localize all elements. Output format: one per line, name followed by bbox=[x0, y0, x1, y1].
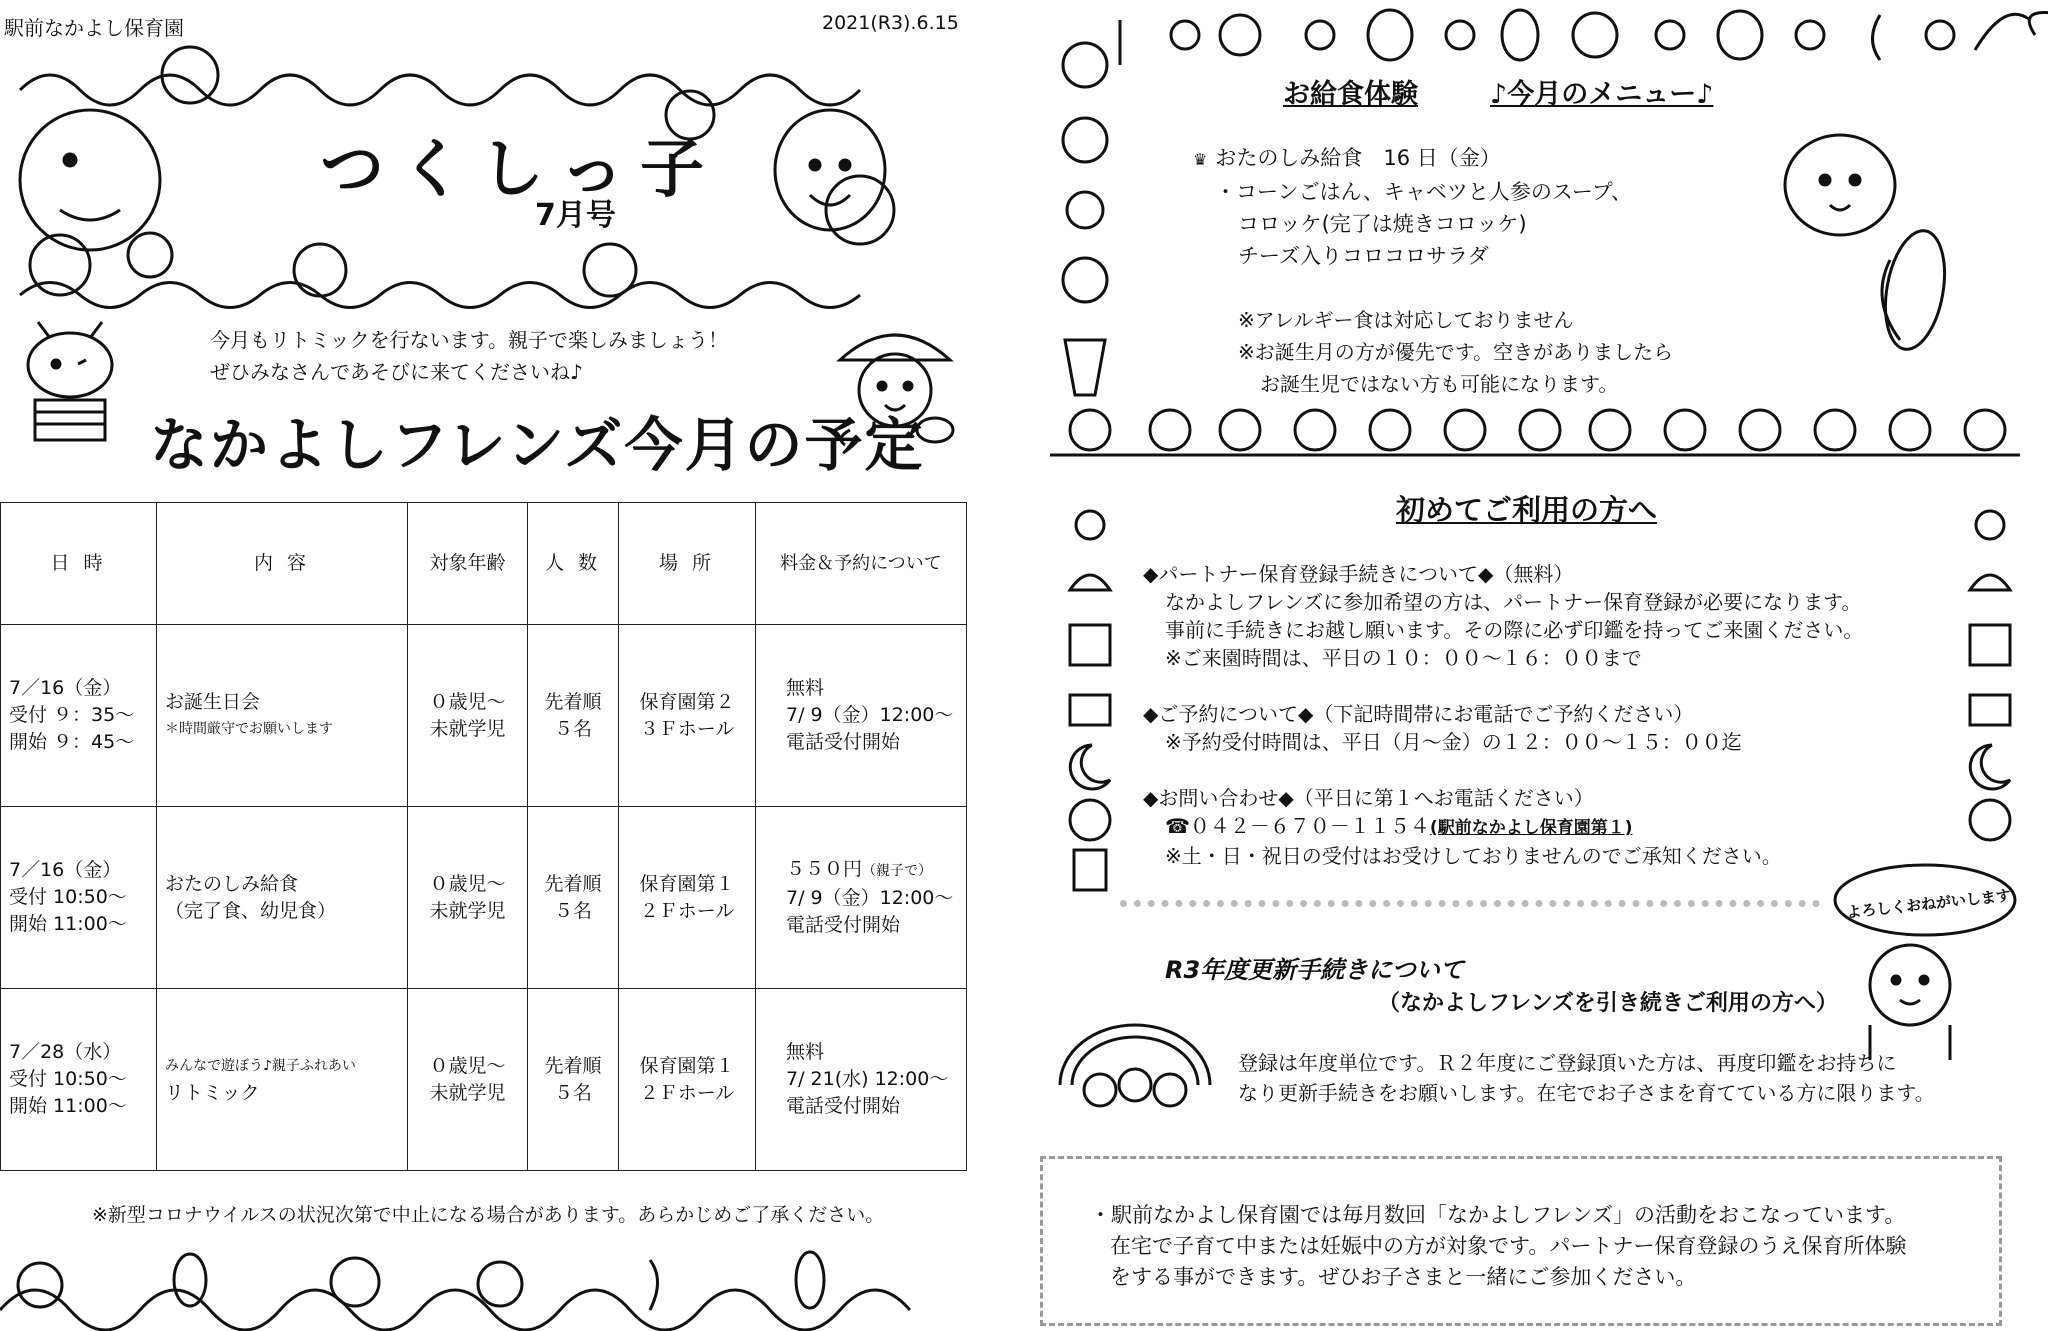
clothing-icons-right bbox=[1962, 495, 2022, 845]
count-rule: 先着順 bbox=[544, 690, 602, 713]
row-fee bbox=[756, 807, 967, 989]
crown-icon: ♛ bbox=[1193, 150, 1208, 169]
count-value: ５名 bbox=[553, 1081, 592, 1104]
count-value: ５名 bbox=[553, 717, 592, 740]
schedule-table bbox=[0, 502, 967, 1171]
reservation-start: 7/ 9（金）12:00～ bbox=[786, 704, 954, 726]
row-date bbox=[1, 625, 157, 807]
reservation-start: 7/ 9（金）12:00～ bbox=[786, 887, 954, 909]
row-fee bbox=[756, 989, 967, 1171]
place-room: ２Ｆホール bbox=[639, 899, 735, 922]
place-room: ２Ｆホール bbox=[639, 1081, 735, 1104]
menu-item: コロッケ(完了は焼きコロッケ) bbox=[1238, 212, 1527, 236]
contact-phone-line bbox=[1143, 812, 1863, 842]
place-room: ３Ｆホール bbox=[639, 717, 735, 740]
place-building: 保育園第１ bbox=[639, 1054, 735, 1077]
intro-text bbox=[210, 324, 728, 388]
reception-time: 受付 10:50～ bbox=[9, 886, 127, 908]
first-time-heading: 初めてご利用の方へ bbox=[1396, 493, 1658, 527]
event-tagline: みんなで遊ぼう♪親子ふれあい bbox=[165, 1057, 356, 1074]
row-content bbox=[157, 989, 408, 1171]
reservation-method: 電話受付開始 bbox=[786, 731, 901, 753]
start-time: 開始 ９：45～ bbox=[9, 731, 135, 753]
issue-label: 7月号 bbox=[535, 198, 616, 233]
clothing-icons-left bbox=[1062, 495, 1122, 895]
reserve-heading: ◆ご予約について◆（下記時間帯にお電話でご予約ください） bbox=[1143, 702, 1694, 726]
fee-amount: 無料 bbox=[786, 1041, 825, 1063]
table-header-row bbox=[1, 503, 967, 625]
renewal-line: なり更新手続きをお願いします。在宅でお子さまを育てている方に限ります。 bbox=[1238, 1081, 1935, 1105]
age-to: 未就学児 bbox=[429, 899, 506, 922]
dotted-divider bbox=[1120, 900, 1820, 907]
age-from: ０歳児～ bbox=[429, 872, 506, 895]
first-time-body bbox=[1143, 560, 1863, 870]
header-content: 内 容 bbox=[157, 503, 408, 625]
speech-bubble-text: よろしくおねがいします bbox=[1845, 886, 2012, 922]
lunch-notes bbox=[1238, 304, 1673, 400]
event-name: リトミック bbox=[165, 1081, 260, 1104]
rainbow-kids-illustration bbox=[1050, 1015, 1220, 1135]
row-content bbox=[157, 807, 408, 989]
lunch-event-line bbox=[1193, 142, 1632, 176]
partner-line: 事前に手続きにお越し願います。その際に必ず印鑑を持ってご来園ください。 bbox=[1165, 618, 1864, 642]
kids-eating-border bbox=[1050, 400, 2020, 480]
reception-time: 受付 10:50～ bbox=[9, 1068, 127, 1090]
row-count bbox=[528, 989, 619, 1171]
table-row bbox=[1, 989, 967, 1171]
age-to: 未就学児 bbox=[429, 1081, 506, 1104]
reservation-method: 電話受付開始 bbox=[786, 914, 901, 936]
row-date bbox=[1, 989, 157, 1171]
row-count bbox=[528, 625, 619, 807]
row-age bbox=[408, 807, 528, 989]
place-building: 保育園第２ bbox=[639, 690, 735, 713]
covid-notice: ※新型コロナウイルスの状況次第で中止になる場合があります。あらかじめご了承ください。 bbox=[92, 1204, 885, 1226]
info-text bbox=[1090, 1200, 1906, 1293]
phone-note: (駅前なかよし保育園第１) bbox=[1429, 818, 1633, 838]
reservation-start: 7/ 21(水) 12:00～ bbox=[786, 1068, 949, 1090]
count-value: ５名 bbox=[553, 899, 592, 922]
fee-amount: 無料 bbox=[786, 677, 825, 699]
intro-line-1: 今月もリトミックを行ないます。親子で楽しみましょう！ bbox=[210, 328, 728, 352]
table-row bbox=[1, 625, 967, 807]
vegetable-border-illustration bbox=[0, 1250, 940, 1330]
row-age bbox=[408, 625, 528, 807]
age-from: ０歳児～ bbox=[429, 1054, 506, 1077]
fee-line bbox=[786, 856, 958, 885]
row-place bbox=[619, 807, 756, 989]
info-line: 在宅で子育て中または妊娠中の方が対象です。パートナー保育登録のうえ保育所体験 bbox=[1110, 1234, 1907, 1258]
lunch-event: おたのしみ給食 16 日（金） bbox=[1215, 146, 1501, 170]
menu-item: ・コーンごはん、キャベツと人参のスープ、 bbox=[1215, 180, 1633, 204]
header-date: 日 時 bbox=[1, 503, 157, 625]
info-line: をする事ができます。ぜひお子さまと一緒にご参加ください。 bbox=[1110, 1265, 1697, 1289]
partner-line: ※ご来園時間は、平日の１０：００～１６：００まで bbox=[1165, 646, 1642, 670]
fee-amount: ５５０円 bbox=[786, 858, 863, 880]
event-name: おたのしみ給食 bbox=[165, 872, 299, 895]
side-icons-illustration bbox=[1055, 30, 1115, 400]
organization-name: 駅前なかよし保育園 bbox=[4, 16, 184, 40]
phone-number: ☎０４２－６７０－１１５４ bbox=[1165, 814, 1430, 838]
header-age: 対象年齢 bbox=[408, 503, 528, 625]
reserve-line: ※予約受付時間は、平日（月～金）の１２：００～１５：００迄 bbox=[1165, 730, 1742, 754]
menu-item: チーズ入りコロコロサラダ bbox=[1238, 244, 1489, 268]
lunch-menu bbox=[1193, 142, 1632, 272]
renewal-line: 登録は年度単位です。Ｒ２年度にご登録頂いた方は、再度印鑑をお持ちに bbox=[1238, 1051, 1897, 1075]
renewal-subheading: （なかよしフレンズを引き続きご利用の方へ） bbox=[1378, 991, 1838, 1016]
row-date bbox=[1, 807, 157, 989]
renewal-heading: R3年度更新手続きについて bbox=[1165, 956, 1464, 984]
event-note: （完了食、幼児食） bbox=[165, 899, 337, 922]
count-rule: 先着順 bbox=[544, 1054, 602, 1077]
date-line: 7／16（金） bbox=[9, 859, 122, 881]
closed-note: ※土・日・祝日の受付はお受けしておりませんのでご承知ください。 bbox=[1165, 844, 1782, 868]
header-place: 場 所 bbox=[619, 503, 756, 625]
issue-date: 2021(R3).6.15 bbox=[822, 12, 959, 34]
table-row bbox=[1, 807, 967, 989]
lunch-menu-heading: ♪今月のメニュー♪ bbox=[1490, 79, 1714, 110]
info-line: ・駅前なかよし保育園では毎月数回「なかよしフレンズ」の活動をおこなっています。 bbox=[1090, 1203, 1906, 1227]
contact-heading: ◆お問い合わせ◆（平日に第１へお電話ください） bbox=[1143, 786, 1594, 810]
row-fee bbox=[756, 625, 967, 807]
row-count bbox=[528, 807, 619, 989]
schedule-title: なかよしフレンズ今月の予定 bbox=[150, 411, 925, 479]
newsletter-title: つくしっ子 bbox=[320, 133, 720, 207]
reservation-method: 電話受付開始 bbox=[786, 1095, 901, 1117]
row-age bbox=[408, 989, 528, 1171]
lunch-note: ※アレルギー食は対応しておりません bbox=[1238, 308, 1574, 332]
tomato-corn-illustration bbox=[1770, 110, 1990, 350]
event-name: お誕生日会 bbox=[165, 690, 261, 713]
age-to: 未就学児 bbox=[429, 717, 506, 740]
bug-character-illustration bbox=[10, 320, 130, 450]
row-place bbox=[619, 625, 756, 807]
lunch-heading: お給食体験 bbox=[1283, 79, 1418, 110]
start-time: 開始 11:00～ bbox=[9, 913, 127, 935]
row-content bbox=[157, 625, 408, 807]
renewal-body bbox=[1238, 1048, 1935, 1108]
reception-time: 受付 ９：35～ bbox=[9, 704, 135, 726]
lunch-note: お誕生児ではない方も可能になります。 bbox=[1260, 372, 1619, 396]
header-count: 人 数 bbox=[528, 503, 619, 625]
lunch-note: ※お誕生月の方が優先です。空きがありましたら bbox=[1238, 340, 1674, 364]
row-place bbox=[619, 989, 756, 1171]
age-from: ０歳児～ bbox=[429, 690, 506, 713]
fee-note: （親子で） bbox=[862, 863, 933, 879]
date-line: 7／28（水） bbox=[9, 1041, 122, 1063]
partner-line: なかよしフレンズに参加希望の方は、パートナー保育登録が必要になります。 bbox=[1165, 590, 1862, 614]
start-time: 開始 11:00～ bbox=[9, 1095, 127, 1117]
count-rule: 先着順 bbox=[544, 872, 602, 895]
date-line: 7／16（金） bbox=[9, 677, 122, 699]
partner-heading: ◆パートナー保育登録手続きについて◆（無料） bbox=[1143, 562, 1574, 586]
event-note: ＊時間厳守でお願いします bbox=[165, 720, 333, 737]
header-fee: 料金＆予約について bbox=[756, 503, 967, 625]
top-vegetable-border bbox=[1050, 5, 2048, 65]
place-building: 保育園第１ bbox=[639, 872, 735, 895]
intro-line-2: ぜひみなさんであそびに来てくださいね♪ bbox=[210, 360, 583, 384]
